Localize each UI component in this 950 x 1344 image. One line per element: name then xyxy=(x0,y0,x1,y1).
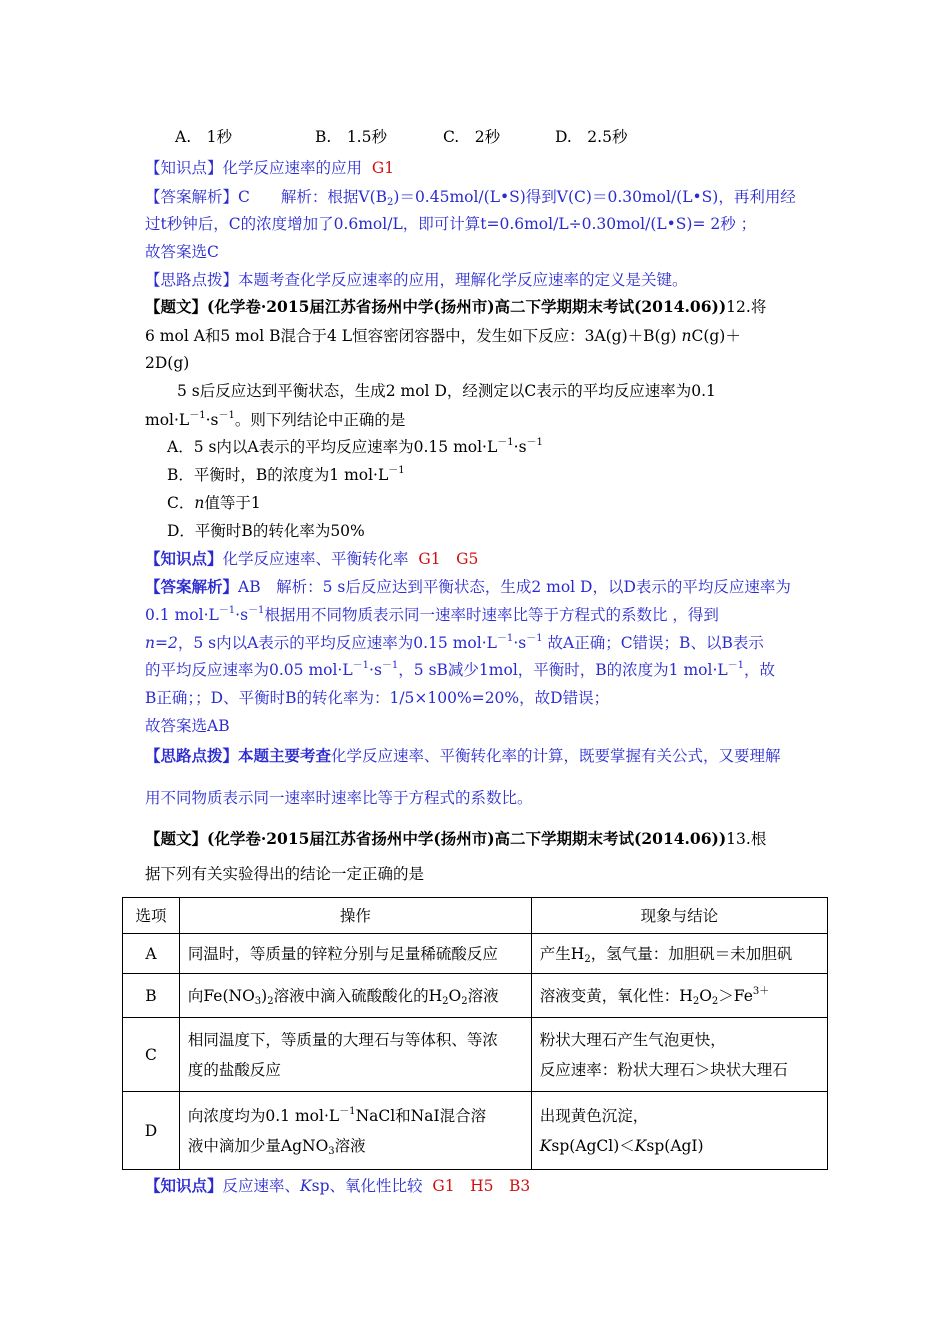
subscript: 2 xyxy=(584,953,591,965)
q11-tip-text: 本题考查化学反应速率的应用，理解化学反应速率的定义是关键。 xyxy=(238,271,688,289)
cell-text: 粉状大理石产生气泡更快， xyxy=(539,1030,726,1049)
q11-knowledge-point xyxy=(145,158,394,178)
q12-knowledge-point xyxy=(145,549,478,569)
q13-title-num: 13.根 xyxy=(726,830,767,848)
q12-stem-line3: 5 s后反应达到平衡状态，生成2 mol D，经测定以C表示的平均反应速率为0.1 xyxy=(177,382,716,400)
q13-title-label: 【题文】 xyxy=(145,829,208,848)
superscript: －1 xyxy=(189,410,206,421)
cell-text: 向Fe(NO xyxy=(187,986,255,1005)
q12-option-d: D．平衡时B的转化率为50% xyxy=(167,522,365,540)
row-result xyxy=(531,1092,827,1170)
q13-kp-label: 【知识点】 xyxy=(145,1176,223,1195)
q11-answer-line3: 故答案选C xyxy=(145,243,219,261)
q12-stem-line1 xyxy=(145,326,741,346)
subscript: 2 xyxy=(387,197,394,208)
q11-kp-text: 化学反应速率的应用 xyxy=(222,159,363,177)
q11-answer-line2: 过t秒钟后，C的浓度增加了0.6mol/L，即可计算t=0.6mol/L÷0.30mol/(L•S)= 2秒 ； xyxy=(145,215,757,233)
q11-answer-line1 xyxy=(145,187,796,207)
table-row xyxy=(123,974,828,1018)
cell-text: 相同温度下，等质量的大理石与等体积、等浓 xyxy=(187,1030,498,1049)
row-result xyxy=(531,934,827,974)
q12-stem-line2: 2D(g) xyxy=(145,354,190,372)
row-result xyxy=(531,1018,827,1092)
variable-k: K xyxy=(300,1177,312,1195)
cell-text: 溶液变黄，氧化性：H xyxy=(539,986,693,1005)
q11-tip xyxy=(145,270,688,290)
variable-n: n xyxy=(194,494,205,512)
cell-text: 溶液 xyxy=(334,1136,366,1155)
superscript: －1 xyxy=(526,437,543,448)
q13-table xyxy=(122,897,828,1170)
cell-text: 溶液 xyxy=(467,986,499,1005)
q12-title-text: (化学卷·2015届江苏省扬州中学(扬州市)高二下学期期末考试(2014.06)) xyxy=(207,297,727,316)
q12-ans-label: 【答案解析】 xyxy=(145,577,239,596)
q11-option-b: B. 1.5秒 xyxy=(315,128,387,146)
q12-ans-text: ·s xyxy=(369,661,382,679)
row-operation xyxy=(179,1018,531,1092)
cell-line xyxy=(188,1101,523,1131)
q13-knowledge-point xyxy=(145,1176,530,1196)
superscript: 3＋ xyxy=(752,985,770,997)
q12-ans-text: AB 解析：5 s后反应达到平衡状态，生成2 mol D，以D表示的平均反应速率为 xyxy=(238,578,791,596)
subscript: 2 xyxy=(267,995,274,1007)
q12-answer-line1 xyxy=(145,577,791,597)
q12-ans-text: 0.1 mol·L xyxy=(145,606,219,624)
superscript: －1 xyxy=(381,660,399,671)
q12-kp-label: 【知识点】 xyxy=(145,549,223,568)
superscript: －1 xyxy=(388,465,405,476)
q12-tip-line1 xyxy=(145,746,781,766)
cell-text: O xyxy=(699,986,712,1005)
q12-answer-line4 xyxy=(145,660,775,680)
q12-title-num: 12.将 xyxy=(726,298,767,316)
q12-ans-text: n=2 xyxy=(145,634,178,652)
q13-kp-codes: G1 H5 B3 xyxy=(432,1177,531,1195)
cell-text: 溶液中滴入硫酸酸化的H xyxy=(273,986,443,1005)
variable-k: K xyxy=(539,1136,552,1155)
cell-text: ＞Fe xyxy=(718,986,753,1005)
q12-option-a xyxy=(167,437,543,457)
superscript: －1 xyxy=(248,605,265,616)
row-option: D xyxy=(123,1092,180,1170)
q12-ans-text: ，5 s内以A表示的平均反应速率为0.15 mol·L xyxy=(177,634,497,652)
q11-kp-codes: G1 xyxy=(371,159,395,177)
cell-text: 度的盐酸反应 xyxy=(187,1060,281,1079)
superscript: －1 xyxy=(218,605,236,616)
q12-stem-text: mol·L xyxy=(145,411,190,429)
header-option: 选项 xyxy=(123,898,180,934)
superscript: －1 xyxy=(497,437,514,448)
cell-text: 产生H xyxy=(539,944,585,963)
row-result xyxy=(531,974,827,1018)
q13-title xyxy=(145,829,766,849)
q12-ans-text: ·s xyxy=(235,606,249,624)
q12-kp-codes: G1 G5 xyxy=(418,550,479,568)
q11-option-d: D. 2.5秒 xyxy=(555,128,628,146)
q13-kp-text: 反应速率、 xyxy=(222,1177,301,1195)
q11-ans-label: 【答案解析】 xyxy=(145,188,239,206)
q12-stem-text: C(g)＋ xyxy=(691,327,741,345)
variable-n: n xyxy=(681,327,692,345)
q12-tip-bold: 本题主要考查 xyxy=(238,746,332,765)
q12-option-c xyxy=(167,493,261,513)
q11-ans-text: )＝0.45mol/(L•S)得到V(C)＝0.30mol/(L•S)，再利用经 xyxy=(393,188,796,206)
row-operation xyxy=(179,1092,531,1170)
header-operation: 操作 xyxy=(179,898,531,934)
q11-tip-label: 【思路点拨】 xyxy=(145,271,239,289)
q11-kp-label: 【知识点】 xyxy=(145,159,223,177)
superscript: －1 xyxy=(727,660,745,671)
subscript: 2 xyxy=(692,995,700,1007)
q12-stem-text: 6 mol A和5 mol B混合于4 L恒容密闭容器中，发生如下反应：3A(g)＋B(g) xyxy=(145,327,682,345)
q12-answer-line5: B正确；；D、平衡时B的转化率为：1/5×100%=20%，故D错误； xyxy=(145,689,610,707)
cell-text: 液中滴加少量AgNO xyxy=(187,1136,329,1155)
cell-text: 向浓度均为0.1 mol·L xyxy=(187,1106,340,1125)
q12-answer-line3 xyxy=(145,633,764,653)
q12-kp-text: 化学反应速率、平衡转化率 xyxy=(222,550,409,568)
option-text: C． xyxy=(167,494,195,512)
option-text: ·s xyxy=(513,438,527,456)
q12-answer-line6: 故答案选AB xyxy=(145,717,230,735)
subscript: 2 xyxy=(442,995,449,1007)
table-header-row xyxy=(123,898,828,934)
row-option: C xyxy=(123,1018,180,1092)
subscript: 3 xyxy=(328,1145,335,1157)
q12-tip-label: 【思路点拨】 xyxy=(145,746,239,765)
q11-option-c: C. 2秒 xyxy=(443,128,501,146)
superscript: －1 xyxy=(218,410,235,421)
row-operation: 同温时，等质量的锌粒分别与足量稀硫酸反应 xyxy=(179,934,531,974)
q12-ans-text: 根据用不同物质表示同一速率时速率比等于方程式的系数比 ，得到 xyxy=(264,606,719,624)
q12-tip-text: 化学反应速率、平衡转化率的计算，既要掌握有关公式，又要理解 xyxy=(331,747,781,765)
option-text: 值等于1 xyxy=(204,494,261,512)
superscript: －1 xyxy=(496,633,514,644)
cell-text: ，氢气量：加胆矾＝未加胆矾 xyxy=(590,944,793,963)
superscript: －1 xyxy=(526,633,543,644)
q12-ans-text: ，故 xyxy=(744,661,776,679)
cell-text: sp(AgCl)＜ xyxy=(551,1136,635,1155)
cell-text: NaCl和NaI混合溶 xyxy=(355,1106,487,1125)
q11-option-a: A. 1秒 xyxy=(175,128,232,146)
option-text: A．5 s内以A表示的平均反应速率为0.15 mol·L xyxy=(167,438,498,456)
q12-title xyxy=(145,297,766,317)
cell-text: sp(AgI) xyxy=(646,1136,704,1155)
q12-tip-line2: 用不同物质表示同一速率时速率比等于方程式的系数比。 xyxy=(145,789,533,807)
cell-line xyxy=(540,1131,819,1161)
q12-ans-text: ，5 sB减少1mol，平衡时，B的浓度为1 mol·L xyxy=(398,661,728,679)
subscript: 2 xyxy=(461,995,468,1007)
q11-ans-text: C 解析：根据V(B xyxy=(238,188,388,206)
superscript: －1 xyxy=(352,660,370,671)
subscript: 3 xyxy=(254,995,262,1007)
q12-stem-text: 。则下列结论中正确的是 xyxy=(234,411,406,429)
q12-ans-text: ·s xyxy=(513,634,527,652)
q13-kp-text: sp、氧化性比较 xyxy=(311,1177,423,1195)
q12-ans-text: 的平均反应速率为0.05 mol·L xyxy=(145,661,353,679)
variable-k: K xyxy=(634,1136,647,1155)
q13-title-text: (化学卷·2015届江苏省扬州中学(扬州市)高二下学期期末考试(2014.06)) xyxy=(207,829,727,848)
q12-stem-text: ·s xyxy=(205,411,219,429)
superscript: －1 xyxy=(339,1105,356,1117)
q12-ans-text: 故A正确；C错误；B、以B表示 xyxy=(542,634,764,652)
cell-text: 反应速率：粉状大理石＞块状大理石 xyxy=(539,1060,788,1079)
cell-line xyxy=(188,1131,523,1161)
table-row xyxy=(123,1018,828,1092)
q11-options xyxy=(175,127,627,147)
q12-stem-line4 xyxy=(145,410,405,430)
cell-text: ) xyxy=(261,986,268,1005)
subscript: 2 xyxy=(711,995,719,1007)
q13-stem: 据下列有关实验得出的结论一定正确的是 xyxy=(145,865,425,883)
q12-answer-line2 xyxy=(145,605,719,625)
table-row xyxy=(123,934,828,974)
table-row xyxy=(123,1092,828,1170)
row-option: B xyxy=(123,974,180,1018)
q12-title-label: 【题文】 xyxy=(145,297,208,316)
row-operation xyxy=(179,974,531,1018)
cell-text: O xyxy=(448,986,462,1005)
option-text: B．平衡时，B的浓度为1 mol·L xyxy=(167,466,389,484)
row-option: A xyxy=(123,934,180,974)
header-result: 现象与结论 xyxy=(531,898,827,934)
q12-option-b xyxy=(167,465,405,485)
cell-text: 出现黄色沉淀， xyxy=(539,1106,649,1125)
